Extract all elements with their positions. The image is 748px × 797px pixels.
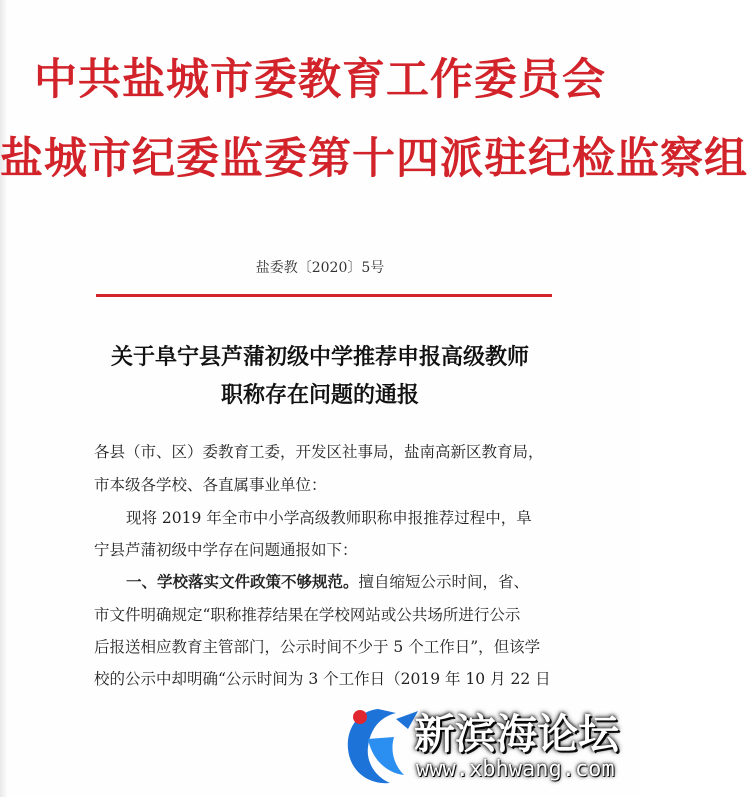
document-title-line-2: 职称存在问题的通报 <box>220 382 419 408</box>
header-issuer-2: 盐城市纪委监委第十四派驻纪检监察组 <box>0 134 748 184</box>
section-1-text-4: 校的公示中却明确“公示时间为 3 个工作日（2019 年 10 月 22 日 <box>94 670 551 688</box>
intro-line-2: 宁县芦蒲初级中学存在问题通报如下： <box>94 541 358 559</box>
document-number: 盐委教〔2020〕5号 <box>255 260 385 276</box>
watermark-site-url: www.xbhwang.com <box>416 757 615 782</box>
addressees-line-2: 市本级各学校、各直属事业单位： <box>94 476 327 494</box>
xbh-logo-icon <box>338 699 424 789</box>
header-issuer-1: 中共盐城市委教育工作委员会 <box>34 55 606 105</box>
red-divider <box>96 294 552 297</box>
section-1-text-1: 擅自缩短公示时间，省、 <box>358 573 530 591</box>
addressees-line-1: 各县（市、区）委教育工委，开发区社事局，盐南高新区教育局， <box>94 443 544 461</box>
intro-line-1: 现将 2019 年全市中小学高级教师职称申报推荐过程中，阜 <box>126 509 532 527</box>
site-watermark <box>338 693 640 797</box>
section-1-heading: 一、学校落实文件政策不够规范。 <box>126 572 359 591</box>
section-1-text-2: 市文件明确规定“职称推荐结果在学校网站或公共场所进行公示 <box>94 606 521 624</box>
watermark-site-name: 新滨海论坛 <box>414 710 619 758</box>
section-1-first-line <box>126 570 529 592</box>
section-1-text-3: 后报送相应教育主管部门，公示时间不少于 5 个工作日”，但该学 <box>94 638 541 656</box>
document-title-line-1: 关于阜宁县芦蒲初级中学推荐申报高级教师 <box>110 344 529 370</box>
